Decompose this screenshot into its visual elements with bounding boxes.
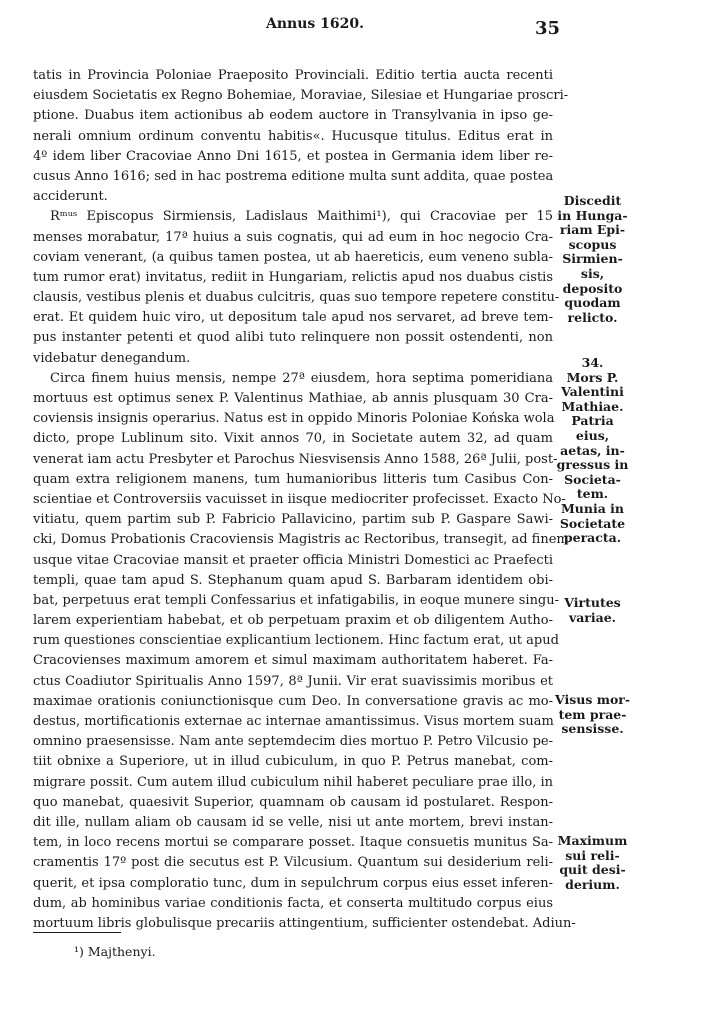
text-line: eiusdem Societatis ex Regno Bohemiae, Moraviae, Silesiae et Hungariae proscri- xyxy=(33,88,569,104)
margin-note-line: sis, xyxy=(580,265,605,281)
margin-note-line: relicto. xyxy=(567,309,618,325)
page-number: 35 xyxy=(534,18,560,39)
text-line: nerali omnium ordinum conventu habitis«. Hucusque titulus. Editus erat in xyxy=(33,128,553,144)
text-line: pus instanter petenti et quod alibi tuto relinquere non possit ostendenti, non xyxy=(33,330,553,346)
text-line: vitiatu, quem partim sub P. Fabricio Pallavicino, partim sub P. Gaspare Sawi- xyxy=(33,512,553,528)
margin-note-line: aetas, in- xyxy=(560,442,625,458)
margin-note-line: 34. xyxy=(581,355,604,370)
text-line: Cracovienses maximum amorem et simul maximam authoritatem haberet. Fa- xyxy=(33,653,553,669)
margin-note-line: Mors P. xyxy=(566,369,619,385)
margin-note-line: in Hunga- xyxy=(557,207,628,223)
margin-note-line: sensisse. xyxy=(561,721,624,737)
text-line: rum questiones conscientiae explicantium lectionem. Hinc factum erat, ut apud xyxy=(33,633,559,649)
text-line: coviam venerant, (a quibus tamen postea, ut ab haereticis, eum veneno subla- xyxy=(33,249,553,265)
text-line: quam extra religionem manens, tum humanioribus litteris tum Casibus Con- xyxy=(33,471,553,487)
text-line: maximae orationis coniunctionisque cum Deo. In conversatione gravis ac mo- xyxy=(33,693,553,709)
margin-note-line: Visus mor- xyxy=(555,692,631,707)
margin-note-line: Discedit xyxy=(563,193,622,208)
text-line: Circa finem huius mensis, nempe 27ª eiusdem, hora septima pomeridiana xyxy=(50,370,553,386)
text-line: omnino praesensisse. Nam ante septemdecim dies mortuo P. Petro Vilcusio pe- xyxy=(33,734,553,750)
text-line: templi, quae tam apud S. Stephanum quam apud S. Barbaram identidem obi- xyxy=(33,572,553,588)
margin-note-line: Virtutes xyxy=(564,595,621,610)
margin-note-line: Patria xyxy=(571,413,614,429)
text-line: migrare possit. Cum autem illud cubiculum nihil haberet peculiare prae illo, in xyxy=(33,774,554,790)
margin-note-line: Societate xyxy=(559,515,626,531)
text-line: videbatur denegandum. xyxy=(33,350,191,366)
footnote: ¹) Majthenyi. xyxy=(74,944,156,959)
text-line: bat, perpetuus erat templi Confessarius et infatigabilis, in eoque munere singu- xyxy=(33,592,560,608)
text-line: mortuum libris globulisque precariis attingentium, sufficienter ostendebat. Adiun- xyxy=(33,915,576,931)
text-line: dicto, prope Lublinum sito. Vixit annos 70, in Societate autem 32, ad quam xyxy=(33,431,553,447)
margin-note-maximum xyxy=(555,834,630,892)
margin-note-line: scopus xyxy=(568,236,617,252)
text-line: tatis in Provincia Poloniae Praeposito Provinciali. Editio tertia aucta recenti xyxy=(33,68,553,83)
margin-note-line: sui reli- xyxy=(565,847,620,863)
running-header-year: Annus 1620. xyxy=(266,16,364,32)
text-line: cusus Anno 1616; sed in hac postrema editione multa sunt addita, quae postea xyxy=(33,168,554,184)
margin-note-line: tem prae- xyxy=(558,706,627,722)
text-line: querit, et ipsa comploratio tunc, dum in sepulchrum corpus eius esset inferen- xyxy=(33,875,553,891)
text-line: scientiae et Controversiis vacuisset in iisque mediocriter profecisset. Exacto No- xyxy=(33,491,566,507)
footnote-divider xyxy=(33,932,121,933)
text-line: larem experientiam habebat, et ob perpetuam praxim et ob diligentem Autho- xyxy=(33,613,553,629)
text-line: cki, Domus Probationis Cracoviensis Magistris ac Rectoribus, transegit, ad finem xyxy=(33,532,569,548)
margin-note-line: gressus in xyxy=(556,457,629,473)
text-line: tum rumor erat) invitatus, rediit in Hungariam, relictis apud nos duabus cistis xyxy=(33,269,553,285)
text-line: dum, ab hominibus variae conditionis facta, et conserta multitudo corpus eius xyxy=(33,895,553,911)
margin-note-line: quit desi- xyxy=(559,862,626,878)
margin-note-line: riam Epi- xyxy=(559,222,626,238)
text-line: tem, in loco recens mortui se comparare posset. Itaque consuetis munitus Sa- xyxy=(33,835,553,851)
margin-note-line: variae. xyxy=(568,609,617,625)
text-line: mortuus est optimus senex P. Valentinus Mathiae, ab annis plusquam 30 Cra- xyxy=(33,391,553,406)
text-line: tiit obnixe a Superiore, ut in illud cubiculum, in quo P. Petrus manebat, com- xyxy=(33,754,553,770)
text-line: acciderunt. xyxy=(33,189,108,205)
margin-note-line: Maximum xyxy=(557,833,628,848)
text-line: Rᵐᵘˢ Episcopus Sirmiensis, Ladislaus Maithimi¹), qui Cracoviae per 15 xyxy=(50,209,553,225)
margin-note-line: Mathiae. xyxy=(561,398,624,414)
text-line: ptione. Duabus item actionibus ab eodem auctore in Transylvania in ipso ge- xyxy=(33,108,553,124)
margin-note-line: tem. xyxy=(576,486,609,502)
margin-note-line: peracta. xyxy=(563,530,622,546)
text-line: venerat iam actu Presbyter et Parochus Niesvisensis Anno 1588, 26ª Julii, post- xyxy=(33,451,558,467)
margin-note-line: eius, xyxy=(575,427,610,443)
text-line: usque vitae Cracoviae mansit et praeter officia Ministri Domestici ac Praefecti xyxy=(33,552,553,568)
text-line: 4º idem liber Cracoviae Anno Dni 1615, et postea in Germania idem liber re- xyxy=(33,148,553,164)
text-line: quo manebat, quaesivit Superior, quamnam ob causam id postularet. Respon- xyxy=(33,794,553,810)
margin-note-line: Sirmien- xyxy=(562,251,623,267)
text-line: destus, mortificationis externae ac internae amantissimus. Visus mortem suam xyxy=(33,714,554,729)
margin-note-line: quodam xyxy=(564,295,621,311)
margin-note-line: Munia in xyxy=(560,500,625,516)
text-line: coviensis insignis operarius. Natus est in oppido Minoris Poloniae Końska wola xyxy=(33,411,555,427)
text-line: menses morabatur, 17ª huius a suis cognatis, qui ad eum in hoc negocio Cra- xyxy=(33,229,553,245)
main-text-block xyxy=(33,66,576,934)
text-line: clausis, vestibus plenis et duabus culcitris, quas suo tempore repetere constitu- xyxy=(33,290,560,306)
margin-note-line: deposito xyxy=(562,280,623,296)
margin-note-line: Societa- xyxy=(564,471,621,487)
text-line: cramentis 17º post die secutus est P. Vilcusium. Quantum sui desiderium reli- xyxy=(33,855,553,871)
margin-note-discedit xyxy=(555,194,630,325)
margin-note-mors xyxy=(555,356,630,546)
text-line: dit ille, nullam aliam ob causam id se velle, nisi ut ante mortem, brevi instan- xyxy=(33,814,553,830)
margin-note-line: derium. xyxy=(565,876,620,892)
text-line: ctus Coadiutor Spiritualis Anno 1597, 8ª Junii. Vir erat suavissimis moribus et xyxy=(33,673,553,689)
margin-note-visus xyxy=(555,693,630,737)
text-line: erat. Et quidem huic viro, ut depositum tale apud nos servaret, ad breve tem- xyxy=(33,310,553,326)
margin-note-line: Valentini xyxy=(561,384,624,400)
margin-note-virtutes xyxy=(555,596,630,625)
